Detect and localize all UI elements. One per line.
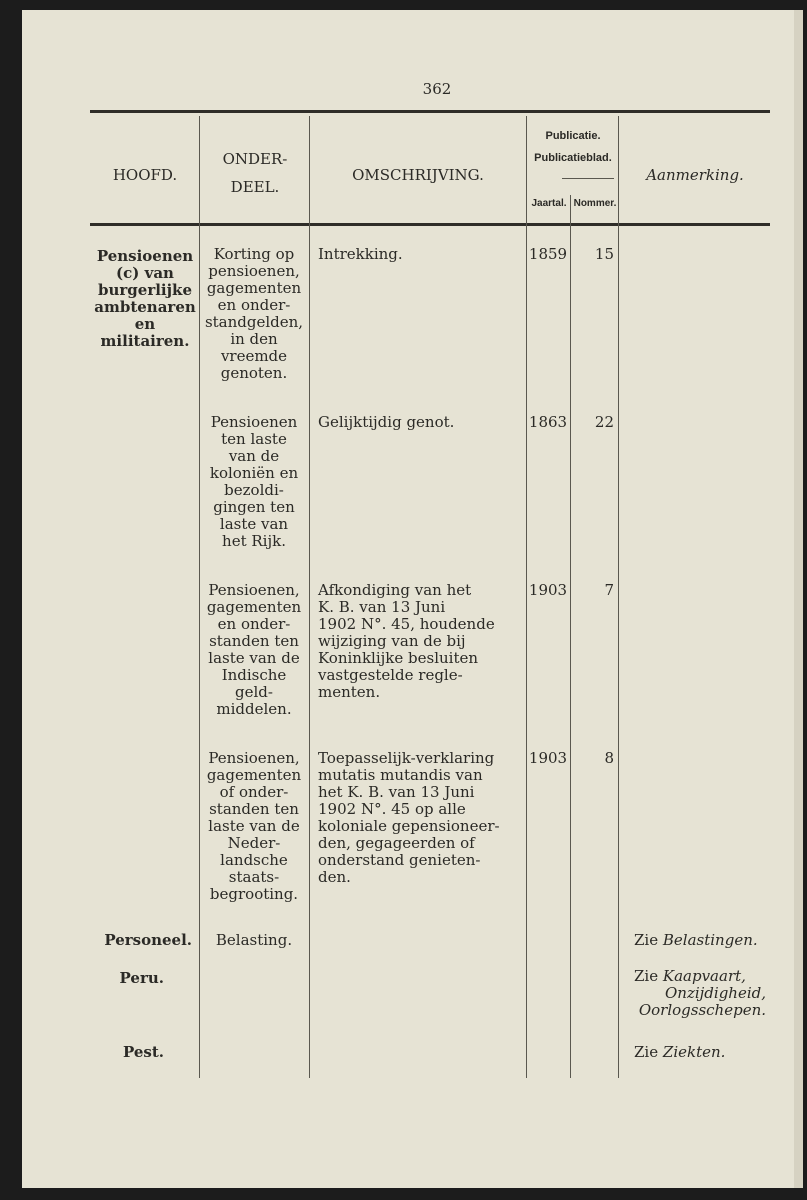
header-publicatie: Publicatie. (545, 130, 601, 142)
column-divider (309, 116, 310, 1078)
hoofd-personeel: Personeel. (104, 931, 192, 949)
header-publicatieblad: Publicatieblad. (534, 152, 612, 164)
row-omschrijving: Toepasselijk-verklaring mutatis mutandis van het K. B. van 13 Juni 1902 N°. 45 op alle koloniale gepensioneer- den, gegageerden of onderstand genieten- den. (318, 749, 500, 886)
column-divider (618, 116, 619, 1078)
header-onderdeel-line2: DEEL. (230, 178, 280, 196)
header-nommer: Nommer. (573, 198, 617, 209)
publicatie-underline (562, 178, 614, 179)
row-nommer: 7 (604, 581, 614, 599)
header-aanmerking: Aanmerking. (646, 166, 744, 184)
page-number: 362 (422, 80, 452, 98)
header-jaartal: Jaartal. (531, 198, 567, 209)
row-aanmerking: Zie Belastingen. (634, 931, 758, 949)
row-nommer: 22 (594, 413, 614, 431)
row-onderdeel: Pensioenen, gagementen of onder- standen ten laste van de Neder- landsche staats- begrooting. (206, 749, 302, 903)
header-omschrijving: OMSCHRIJVING. (352, 166, 484, 184)
row-onderdeel: Pensioenen, gagementen en onder- standen ten laste van de Indische geld- middelen. (206, 581, 302, 718)
column-divider (199, 116, 200, 1078)
row-aanmerking: Zie Ziekten. (634, 1043, 726, 1061)
row-aanmerking: Zie Kaapvaart, Onzijdigheid, Oorlogsschepen. (634, 967, 766, 1019)
row-jaartal: 1903 (528, 749, 568, 767)
row-omschrijving: Afkondiging van het K. B. van 13 Juni 1902 N°. 45, houdende wijziging van de bij Koninklijke besluiten vastgestelde regle- menten. (318, 581, 495, 701)
row-jaartal: 1859 (528, 245, 568, 263)
row-omschrijving: Intrekking. (318, 245, 403, 263)
row-jaartal: 1903 (528, 581, 568, 599)
row-omschrijving: Gelijktijdig genot. (318, 413, 455, 431)
column-divider (570, 195, 571, 1078)
row-onderdeel: Korting op pensioenen, gagementen en onder- standgelden, in den vreemde genoten. (204, 245, 304, 382)
row-nommer: 15 (594, 245, 614, 263)
header-hoofd: HOOFD. (112, 166, 178, 184)
row-onderdeel: Belasting. (215, 931, 293, 949)
header-rule (90, 223, 770, 226)
hoofd-pensioenen: Pensioenen (c) van burgerlijke ambtenaren en militairen. (94, 247, 196, 350)
hoofd-peru: Peru. (119, 969, 164, 987)
hoofd-pest: Pest. (122, 1043, 164, 1061)
row-onderdeel: Pensioenen ten laste van de koloniën en bezoldi- gingen ten laste van het Rijk. (209, 413, 299, 550)
row-nommer: 8 (604, 749, 614, 767)
book-page (22, 10, 794, 1188)
top-rule (90, 110, 770, 113)
header-onderdeel-line1: ONDER- (222, 150, 288, 168)
row-jaartal: 1863 (528, 413, 568, 431)
page-edge (794, 10, 803, 1188)
